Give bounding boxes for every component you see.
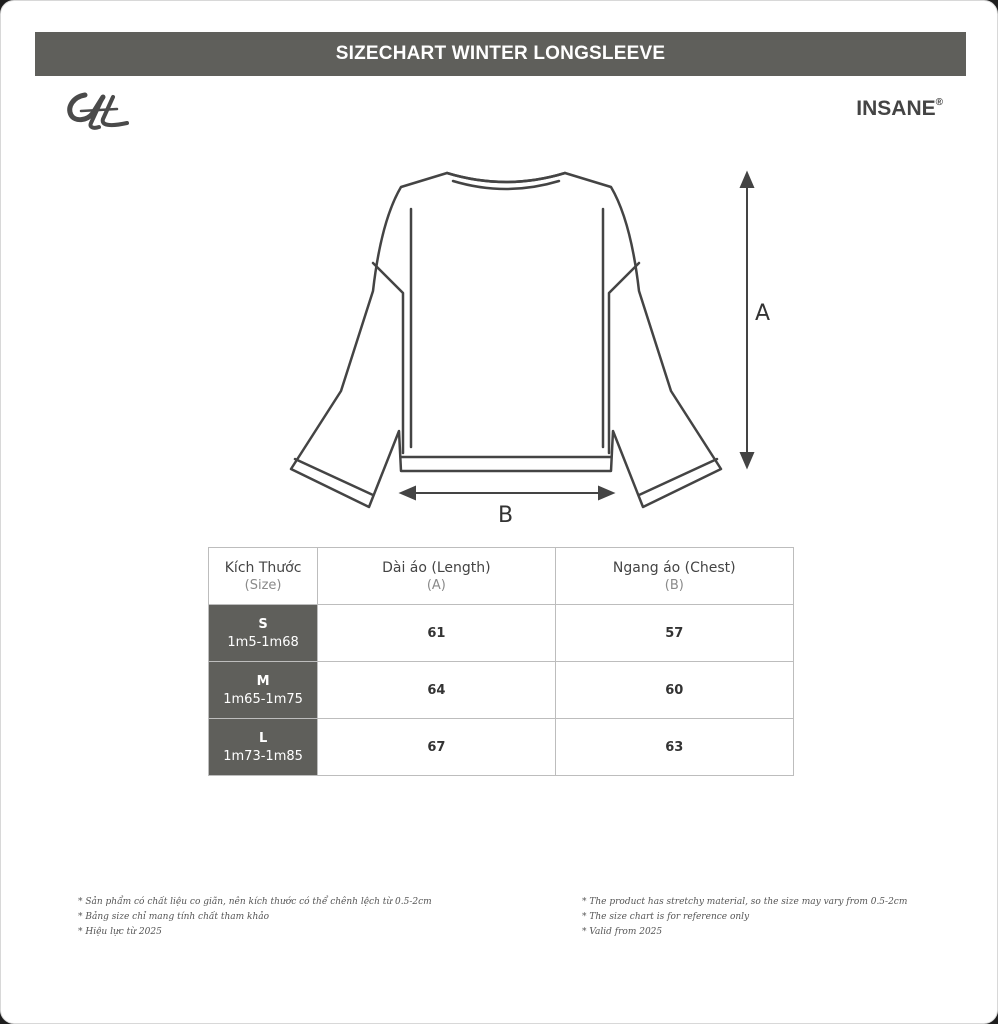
chest-value: 57: [555, 605, 793, 662]
table-header-row: [209, 548, 794, 605]
note-line: * Valid from 2025: [582, 927, 663, 937]
size-cell: M 1m65-1m75: [209, 662, 318, 719]
page-title: SIZECHART WINTER LONGSLEEVE: [335, 43, 666, 64]
table-row: [209, 662, 794, 719]
header-size: Kích Thước (Size): [209, 548, 318, 605]
note-line: * The product has stretchy material, so the size may vary from 0.5-2cm: [582, 897, 908, 907]
size-table: [208, 547, 794, 776]
brand-name: INSANE®: [856, 97, 943, 120]
header-chest: Ngang áo (Chest) (B): [555, 548, 793, 605]
table-row: [209, 605, 794, 662]
note-line: * The size chart is for reference only: [582, 912, 750, 922]
length-value: 61: [318, 605, 555, 662]
length-value: 67: [318, 719, 555, 776]
chest-label-b: B: [498, 503, 514, 528]
table-row: [209, 719, 794, 776]
size-cell: L 1m73-1m85: [209, 719, 318, 776]
chest-value: 63: [555, 719, 793, 776]
length-label-a: A: [755, 301, 771, 326]
longsleeve-diagram: [271, 151, 791, 541]
chest-arrow: [401, 487, 613, 499]
registered-mark: ®: [935, 97, 943, 108]
size-cell: S 1m5-1m68: [209, 605, 318, 662]
length-arrow: [741, 173, 753, 467]
note-line: * Hiệu lực từ 2025: [78, 927, 162, 937]
note-line: * Sản phẩm có chất liệu co giãn, nên kích thước có thể chênh lệch từ 0.5-2cm: [78, 897, 432, 907]
header-bar: [35, 32, 966, 76]
collar: [447, 173, 565, 182]
notes-vietnamese: [78, 895, 432, 940]
chest-value: 60: [555, 662, 793, 719]
notes-english: [582, 895, 907, 940]
brand-monogram-logo-icon: [63, 89, 133, 133]
note-line: * Bảng size chỉ mang tính chất tham khảo: [78, 912, 270, 922]
length-value: 64: [318, 662, 555, 719]
header-length: Dài áo (Length) (A): [318, 548, 555, 605]
